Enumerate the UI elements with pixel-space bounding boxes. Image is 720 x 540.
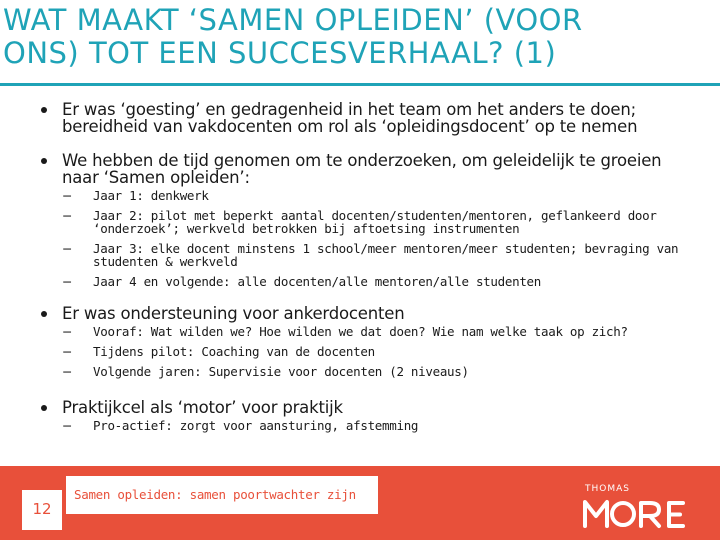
dash-icon: −	[62, 324, 73, 339]
bullet-item	[40, 399, 690, 439]
bullet-dot-icon	[41, 158, 47, 164]
page-number: 12	[32, 500, 52, 518]
dash-icon: −	[62, 364, 73, 379]
logo-small-text: THOMAS	[585, 484, 630, 494]
bullet-text	[40, 152, 690, 186]
bullet-text	[40, 399, 690, 416]
sub-item	[40, 189, 690, 202]
bullet-item	[40, 101, 690, 135]
dash-icon: −	[62, 208, 73, 223]
sub-item-label: Jaar 2: pilot met beperkt aantal docenten/studenten/mentoren, geflankeerd door ‘onderzoek’; werkveld betrokken bij aftoetsing instrumenten	[93, 208, 657, 236]
dash-icon: −	[62, 241, 73, 256]
footer-caption: Samen opleiden: samen poortwachter zijn	[74, 487, 356, 502]
sub-item-label: Jaar 3: elke docent minstens 1 school/meer mentoren/meer studenten; bevraging van studenten & werkveld	[93, 241, 679, 269]
sub-list	[40, 189, 690, 288]
sub-item-label: Volgende jaren: Supervisie voor docenten (2 niveaus)	[93, 364, 469, 379]
bullet-label: We hebben de tijd genomen om te onderzoeken, om geleidelijk te groeien naar ‘Samen opleiden’:	[62, 151, 662, 187]
sub-item-label: Tijdens pilot: Coaching van de docenten	[93, 344, 375, 359]
bullet-label: Er was ‘goesting’ en gedragenheid in het team om het anders te doen; bereidheid van vakdocenten om rol als ‘opleidingsdocent’ op te nemen	[62, 100, 638, 136]
bullet-item	[40, 305, 690, 385]
dash-icon: −	[62, 418, 73, 433]
sub-item	[40, 325, 690, 338]
sub-item-label: Jaar 4 en volgende: alle docenten/alle mentoren/alle studenten	[93, 274, 541, 289]
sub-item-label: Pro-actief: zorgt voor aansturing, afstemming	[93, 418, 419, 433]
bullet-dot-icon	[41, 405, 47, 411]
sub-item	[40, 419, 690, 432]
sub-item	[40, 242, 690, 268]
sub-item	[40, 275, 690, 288]
bullet-dot-icon	[41, 311, 47, 317]
bullet-dot-icon	[41, 107, 47, 113]
bullet-text	[40, 101, 690, 135]
thomas-more-logo	[579, 484, 689, 530]
sub-item	[40, 209, 690, 235]
dash-icon: −	[62, 344, 73, 359]
dash-icon: −	[62, 274, 73, 289]
sub-item	[40, 345, 690, 358]
sub-list	[40, 325, 690, 378]
bullet-text	[40, 305, 690, 322]
sub-list	[40, 419, 690, 432]
bullet-label: Er was ondersteuning voor ankerdocenten	[62, 304, 405, 323]
bullet-item	[40, 152, 690, 295]
sub-item	[40, 365, 690, 378]
dash-icon: −	[62, 188, 73, 203]
sub-item-label: Jaar 1: denkwerk	[93, 188, 209, 203]
bullet-label: Praktijkcel als ‘motor’ voor praktijk	[62, 398, 343, 417]
sub-item-label: Vooraf: Wat wilden we? Hoe wilden we dat doen? Wie nam welke taak op zich?	[93, 324, 628, 339]
slide-title: WAT MAAKT ‘SAMEN OPLEIDEN’ (VOOR ONS) TOT EEN SUCCESVERHAAL? (1)	[3, 3, 583, 70]
